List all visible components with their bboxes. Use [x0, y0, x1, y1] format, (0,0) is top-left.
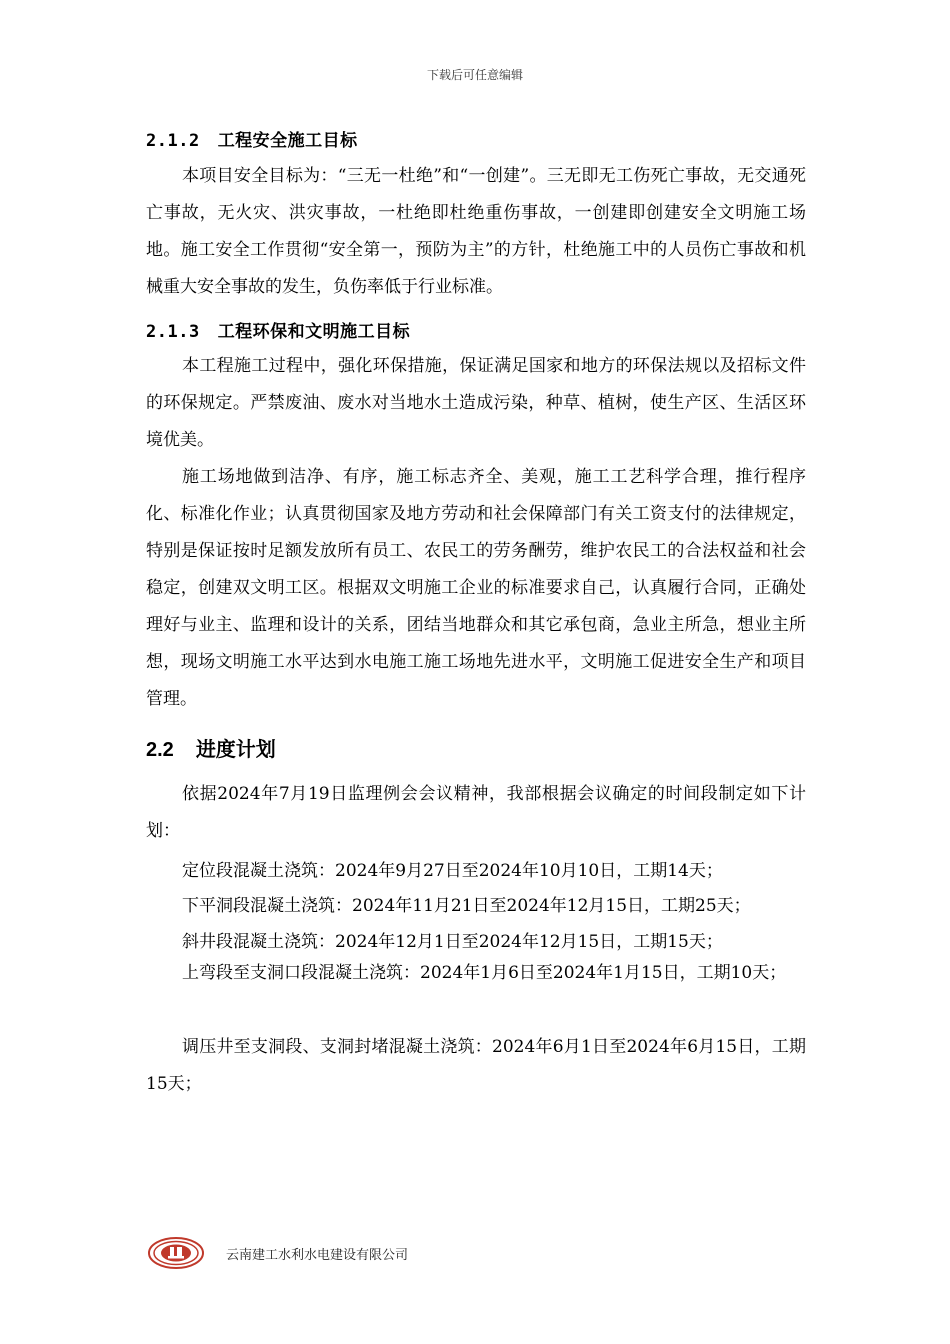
- page-header: 下载后可任意编辑: [426, 68, 523, 82]
- company-name: 云南建工水利水电建设有限公司: [226, 1247, 409, 1263]
- schedule-item: 下平洞段混凝土浇筑：2024年11月21日至2024年12月15日，工期25天；: [182, 896, 751, 916]
- heading-2-2: [146, 733, 276, 762]
- schedule-item: 调压井至支洞段、支洞封堵混凝土浇筑：2024年6月1日至2024年6月15日，工期15天；: [146, 1037, 806, 1094]
- heading-title: 工程环保和文明施工目标: [217, 322, 411, 342]
- civilized-construction-paragraph: 施工场地做到洁净、有序，施工标志齐全、美观，施工工艺科学合理，推行程序化、标准化作业；认真贯彻国家及地方劳动和社会保障部门有关工资支付的法律规定，特别是保证按时足额发放所有员工、农民工的劳务酬劳，维护农民工的合法权益和社会稳定，创建双文明工区。根据双文明施工企业的标准要求自己，认真履行合同，正确处理好与业主、监理和设计的关系，团结当地群众和其它承包商，急业主所急，想业主所想，现场文明施工水平达到水电施工施工场地先进水平，文明施工促进安全生产和项目管理。: [146, 467, 806, 709]
- schedule-item: 定位段混凝土浇筑：2024年9月27日至2024年10月10日，工期14天；: [182, 861, 723, 881]
- schedule-intro-paragraph: 依据2024年7月19日监理例会会议精神，我部根据会议确定的时间段制定如下计划：: [146, 784, 806, 841]
- heading-number: 2.1.2: [146, 131, 200, 151]
- environment-paragraph: 本工程施工过程中，强化环保措施，保证满足国家和地方的环保法规以及招标文件的环保规定。严禁废油、废水对当地水土造成污染，种草、植树，使生产区、生活区环境优美。: [146, 356, 806, 450]
- heading-title: 进度计划: [195, 737, 276, 761]
- heading-number: 2.1.3: [146, 322, 200, 342]
- page-footer: [146, 1235, 408, 1271]
- schedule-item: 斜井段混凝土浇筑：2024年12月1日至2024年12月15日，工期15天；: [182, 932, 723, 952]
- heading-2-1-2: [146, 126, 358, 151]
- heading-title: 工程安全施工目标: [217, 131, 358, 151]
- company-logo-icon: [146, 1235, 216, 1271]
- safety-goal-paragraph: 本项目安全目标为：“三无一杜绝”和“一创建”。三无即无工伤死亡事故，无交通死亡事故，无火灾、洪灾事故，一杜绝即杜绝重伤事故，一创建即创建安全文明施工场地。施工安全工作贯彻“安全第一，预防为主”的方针，杜绝施工中的人员伤亡事故和机械重大安全事故的发生，负伤率低于行业标准。: [146, 166, 806, 297]
- heading-2-1-3: [146, 317, 410, 342]
- heading-number: 2.2: [146, 739, 174, 761]
- schedule-item: 上弯段至支洞口段混凝土浇筑：2024年1月6日至2024年1月15日，工期10天；: [182, 963, 787, 983]
